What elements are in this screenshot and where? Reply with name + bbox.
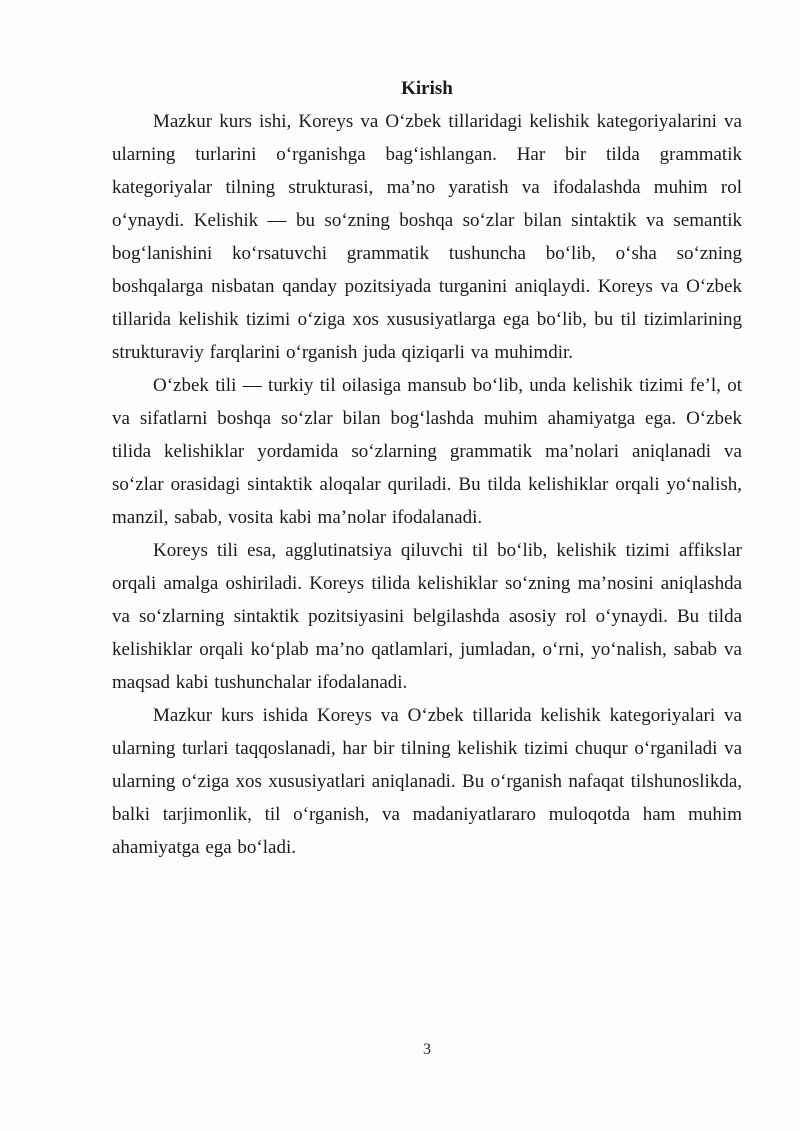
intro-paragraph-1: Mazkur kurs ishi, Koreys va O‘zbek tillaridagi kelishik kategoriyalarini va ularning turlarini o‘rganishga bag‘ishlangan. Har bir tilda grammatik kategoriyalar tilning strukturasi, ma’no yaratish va ifodalashda muhim rol o‘ynaydi. Kelishik — bu so‘zning boshqa so‘zlar bilan sintaktik va semantik bog‘lanishini ko‘rsatuvchi grammatik tushuncha bo‘lib, o‘sha so‘zning boshqalarga nisbatan qanday pozitsiyada turganini aniqlaydi. Koreys va O‘zbek tillarida kelishik tizimi o‘ziga xos xususiyatlarga ega bo‘lib, bu til tizimlarining strukturaviy farqlarini o‘rganish juda qiziqarli va muhimdir.: [112, 111, 742, 363]
page-content: [112, 72, 742, 864]
page-number: 3: [423, 1041, 431, 1058]
intro-paragraph-3: Koreys tili esa, agglutinatsiya qiluvchi til bo‘lib, kelishik tizimi affikslar orqali amalga oshiriladi. Koreys tilida kelishiklar so‘zning ma’nosini aniqlashda va so‘zlarning sintaktik pozitsiyasini belgilashda asosiy rol o‘ynaydi. Bu tilda kelishiklar orqali ko‘plab ma’no qatlamlari, jumladan, o‘rni, yo‘nalish, sabab va maqsad kabi tushunchalar ifodalanadi.: [112, 540, 742, 693]
intro-paragraph-4: Mazkur kurs ishida Koreys va O‘zbek tillarida kelishik kategoriyalari va ularning turlari taqqoslanadi, har bir tilning kelishik tizimi chuqur o‘rganiladi va ularning o‘ziga xos xususiyatlari aniqlanadi. Bu o‘rganish nafaqat tilshunoslikda, balki tarjimonlik, til o‘rganish, va madaniyatlararo muloqotda ham muhim ahamiyatga ega bo‘ladi.: [112, 705, 742, 858]
page-title: Kirish: [401, 78, 453, 99]
intro-paragraph-2: O‘zbek tili — turkiy til oilasiga mansub bo‘lib, unda kelishik tizimi fe’l, ot va sifatlarni boshqa so‘zlar bilan bog‘lashda muhim ahamiyatga ega. O‘zbek tilida kelishiklar yordamida so‘zlarning grammatik ma’nolari aniqlanadi va so‘zlar orasidagi sintaktik aloqalar quriladi. Bu tilda kelishiklar orqali yo‘nalish, manzil, sabab, vosita kabi ma’nolar ifodalanadi.: [112, 375, 742, 528]
